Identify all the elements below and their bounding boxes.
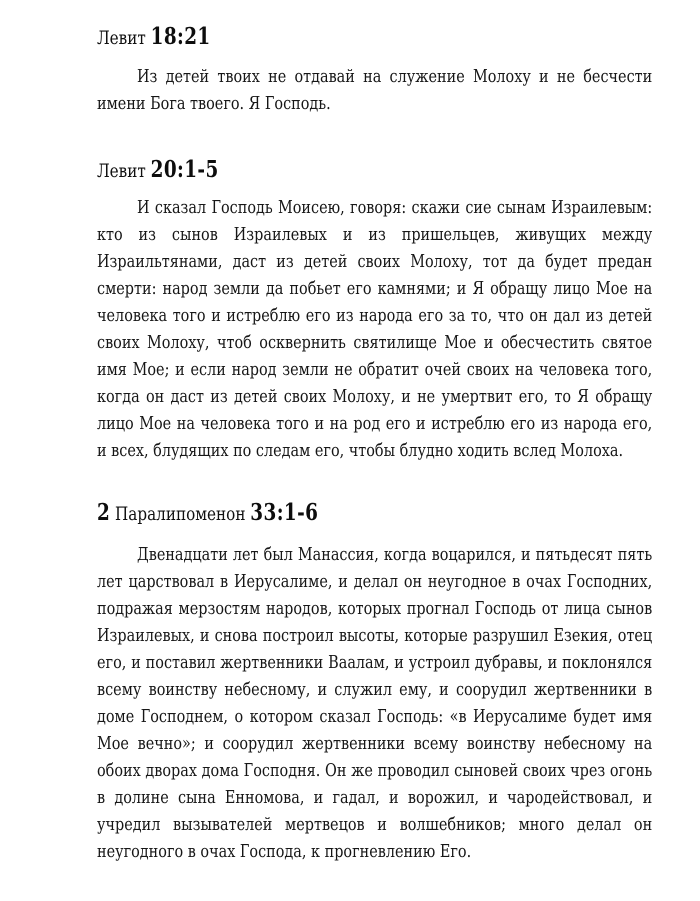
heading-verse-range: 20:1-5 xyxy=(150,156,219,183)
section-heading xyxy=(97,22,652,53)
passage-text: И сказал Господь Моисею, говоря: скажи сие сынам Израилевым: кто из сынов Израилевых и из пришельцев, живущих между Израильтянами, даст из детей своих Молоху, тот да будет предан смерти: народ земли да побьет его камнями; и Я обращу лицо Мое на человека того и истреблю его из народа его за то, что он дал из детей своих Молоху, чтоб осквернить святилище Мое и обесчестить святое имя Мое; и если народ земли не обратит очей своих на человека того, когда он даст из детей своих Молоху, и не умертвит его, то Я обращу лицо Мое на человека того и на род его и истреблю его из народа его, и всех, блудящих по следам его, чтобы блудно ходить вслед Молоха. xyxy=(97,197,653,461)
heading-book-number: 2 xyxy=(97,499,111,526)
heading-verse-range: 33:1-6 xyxy=(250,499,319,526)
scripture-document xyxy=(97,22,652,865)
section-2-paralipomenon-33-1-6 xyxy=(97,498,652,865)
passage-text: Из детей твоих не отдавай на служение Молоху и не бесчести имени Бога твоего. Я Господь. xyxy=(97,66,653,114)
passage-text: Двенадцати лет был Манассия, когда воцарился, и пятьдесят пять лет царствовал в Иерусалиме, и делал он неугодное в очах Господних, подражая мерзостям народов, которых прогнал Господь от лица сынов Израилевых, и снова построил высоты, которые разрушил Езекия, отец его, и поставил жертвенники Ваалам, и устроил дубравы, и поклонялся всему воинству небесному, и служил ему, и соорудил жертвенники в доме Господнем, о котором сказал Господь: «в Иерусалиме будет имя Мое вечно»; и соорудил жертвенники всему воинству небесному на обоих дворах дома Господня. Он же проводил сыновей своих чрез огонь в долине сына Енномова, и гадал, и ворожил, и чародействовал, и учредил вызывателей мертвецов и волшебников; много делал он неугодного в очах Господа, к прогневлению Его. xyxy=(97,544,653,862)
section-levit-20-1-5 xyxy=(97,155,652,464)
heading-book-name: Левит xyxy=(97,27,146,49)
section-heading xyxy=(97,498,652,529)
section-heading xyxy=(97,155,652,186)
heading-book-name: Паралипоменон xyxy=(115,503,246,525)
heading-verse-range: 18:21 xyxy=(150,23,211,50)
heading-book-name: Левит xyxy=(97,160,146,182)
section-levit-18-21 xyxy=(97,22,652,117)
